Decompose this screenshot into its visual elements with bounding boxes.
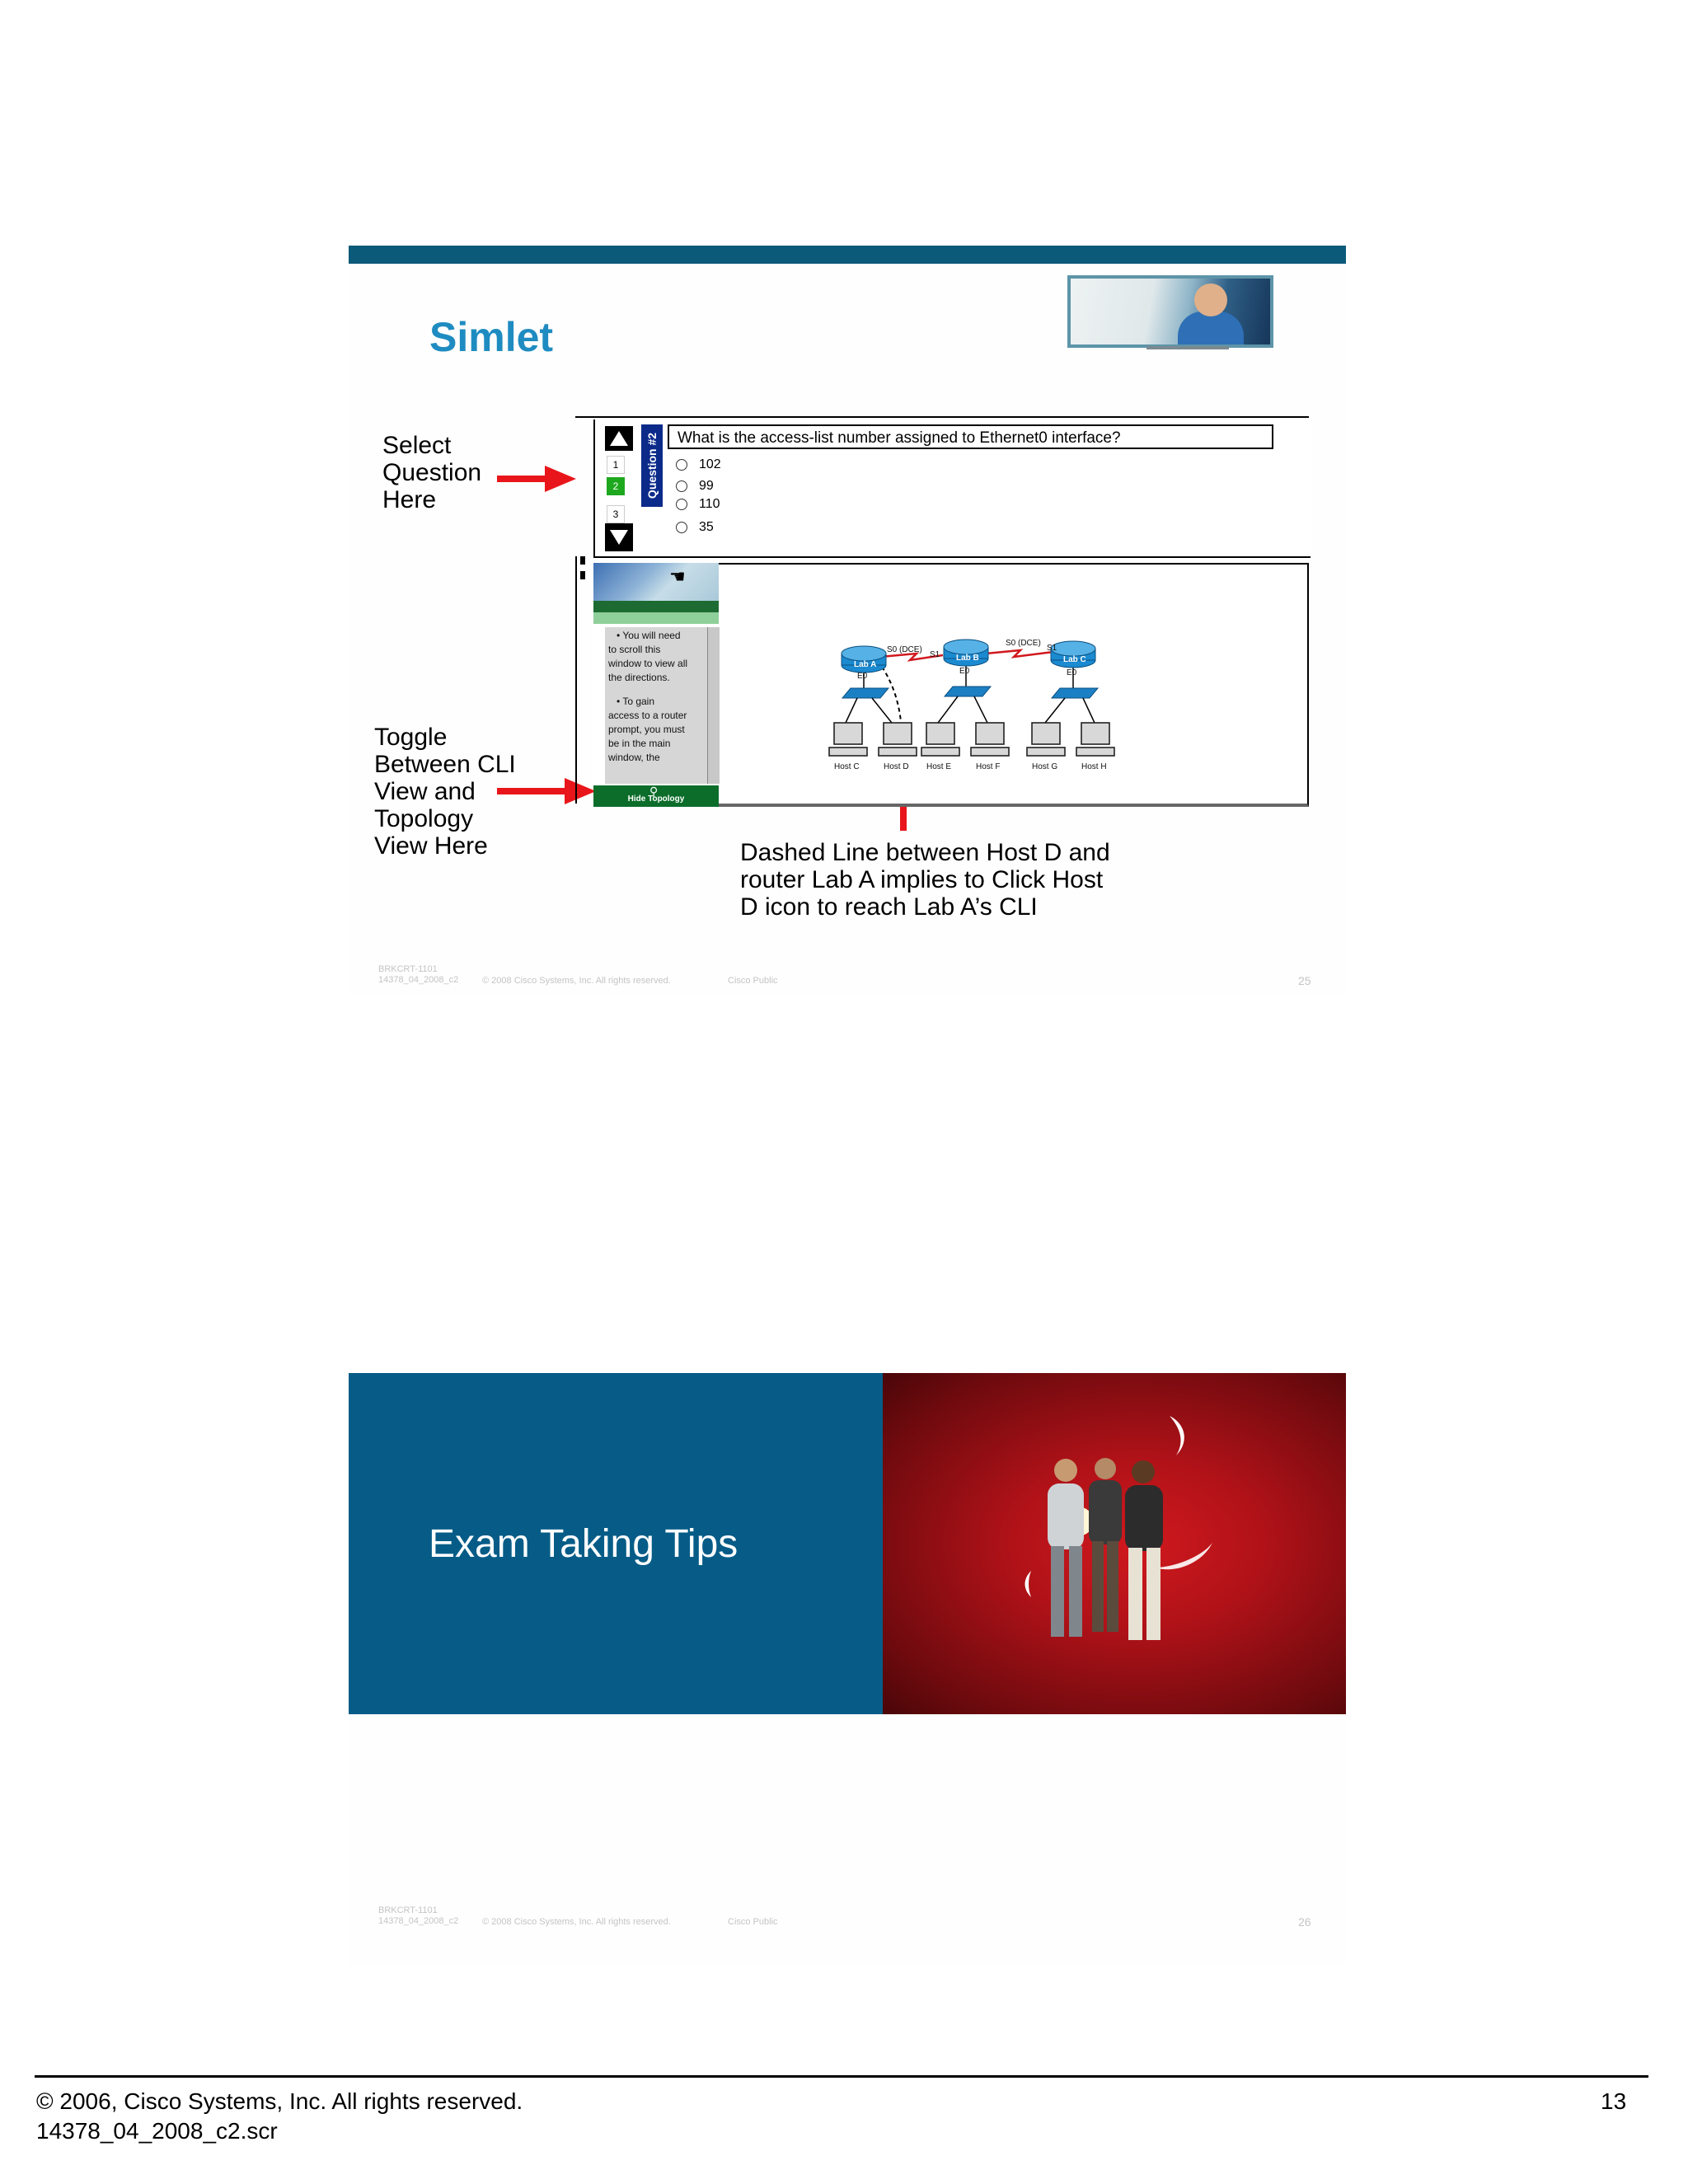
serial-link-bc [986,650,1053,657]
host-label-d: Host D [884,762,909,771]
answer-option-4[interactable]: 35 [676,520,714,535]
directions-text: • You will need to scroll this window to view all the directions. • To gain access to a router prompt, you must be in the main window, the [605,627,707,784]
left-scroll-strip [575,556,588,804]
slide-header-bar [349,246,1346,264]
slide-footer-copyright: © 2008 Cisco Systems, Inc. All rights reserved. [482,976,671,986]
slide-simlet [349,246,1346,994]
arrow-select-shaft [497,476,546,482]
annotation-toggle-view: Toggle Between CLI View and Topology View Here [374,724,516,860]
arrow-select-head [545,466,576,492]
question-panel [593,419,1311,558]
directions-panel [593,563,719,807]
question-number-1[interactable]: 1 [607,456,625,474]
slide2-footer-classification: Cisco Public [728,1917,778,1927]
arrow-toggle-shaft [497,788,566,794]
link-label-4: S1 [1047,644,1057,653]
topology-icon: ⚲ [649,785,659,798]
slide2-footer: BRKCRT-1101 14378_04_2008_c2 [378,1905,459,1926]
host-label-f: Host F [976,762,1001,771]
eth-label-c: E0 [1067,668,1077,677]
slide-footer-number: 25 [1298,974,1311,987]
question-tab: Question #2 [641,424,663,507]
simlet-screenshot [575,416,1309,804]
question-text: What is the access-list number assigned to Ethernet0 interface? [668,424,1273,449]
link-label-2: S1 [930,650,940,659]
host-label-g: Host G [1032,762,1058,771]
question-down-arrow-icon[interactable] [605,523,633,551]
link-label-3: S0 (DCE) [1006,639,1041,648]
hide-topology-button[interactable]: ⚲ Hide Topology [593,785,719,807]
topology-diagram [719,563,1309,807]
question-number-2[interactable]: 2 [607,477,625,495]
question-up-arrow-icon[interactable] [605,426,633,451]
router-label-a: Lab A [854,660,877,669]
question-number-3[interactable]: 3 [607,505,625,523]
photo-underline [1146,346,1229,349]
topology-panel [593,563,1309,804]
router-label-c: Lab C [1063,655,1086,664]
slide-hero-image [883,1373,1346,1714]
answer-option-1[interactable]: 102 [676,457,721,472]
router-label-b: Lab B [956,654,979,663]
directions-scrollbar[interactable] [707,627,720,784]
host-label-c: Host C [834,762,860,771]
annotation-select-question: Select Question Here [382,432,482,513]
slide-title: Simlet [429,314,554,360]
annotation-dashed-line: Dashed Line between Host D and router Lab A implies to Click Host D icon to reach Lab A’s CLI [740,839,1110,921]
page-number: 13 [1601,2088,1627,2114]
slide-exam-tips [349,1373,1346,1966]
header-photo [1067,275,1273,348]
host-label-h: Host H [1081,762,1107,771]
radio-icon [676,480,687,492]
radio-icon [676,522,687,533]
eth-label-a: E0 [857,672,868,681]
radio-icon [676,459,687,471]
eth-label-b: E0 [959,667,970,676]
page-footer-text: © 2006, Cisco Systems, Inc. All rights reserved. 14378_04_2008_c2.scr [36,2088,523,2144]
answer-option-2[interactable]: 99 [676,479,714,494]
slide-footer-classification: Cisco Public [728,976,778,986]
answer-option-3[interactable]: 110 [676,497,720,512]
slide2-footer-number: 26 [1298,1915,1311,1929]
radio-icon [676,499,687,510]
hand-cursor-icon: ☚ [669,566,686,587]
slide-footer: BRKCRT-1101 14378_04_2008_c2 [378,964,459,985]
host-label-e: Host E [926,762,952,771]
page-footer-rule [35,2075,1648,2078]
slide-title: Exam Taking Tips [429,1522,738,1566]
link-label-1: S0 (DCE) [887,645,922,654]
slide2-footer-copyright: © 2008 Cisco Systems, Inc. All rights reserved. [482,1917,671,1927]
